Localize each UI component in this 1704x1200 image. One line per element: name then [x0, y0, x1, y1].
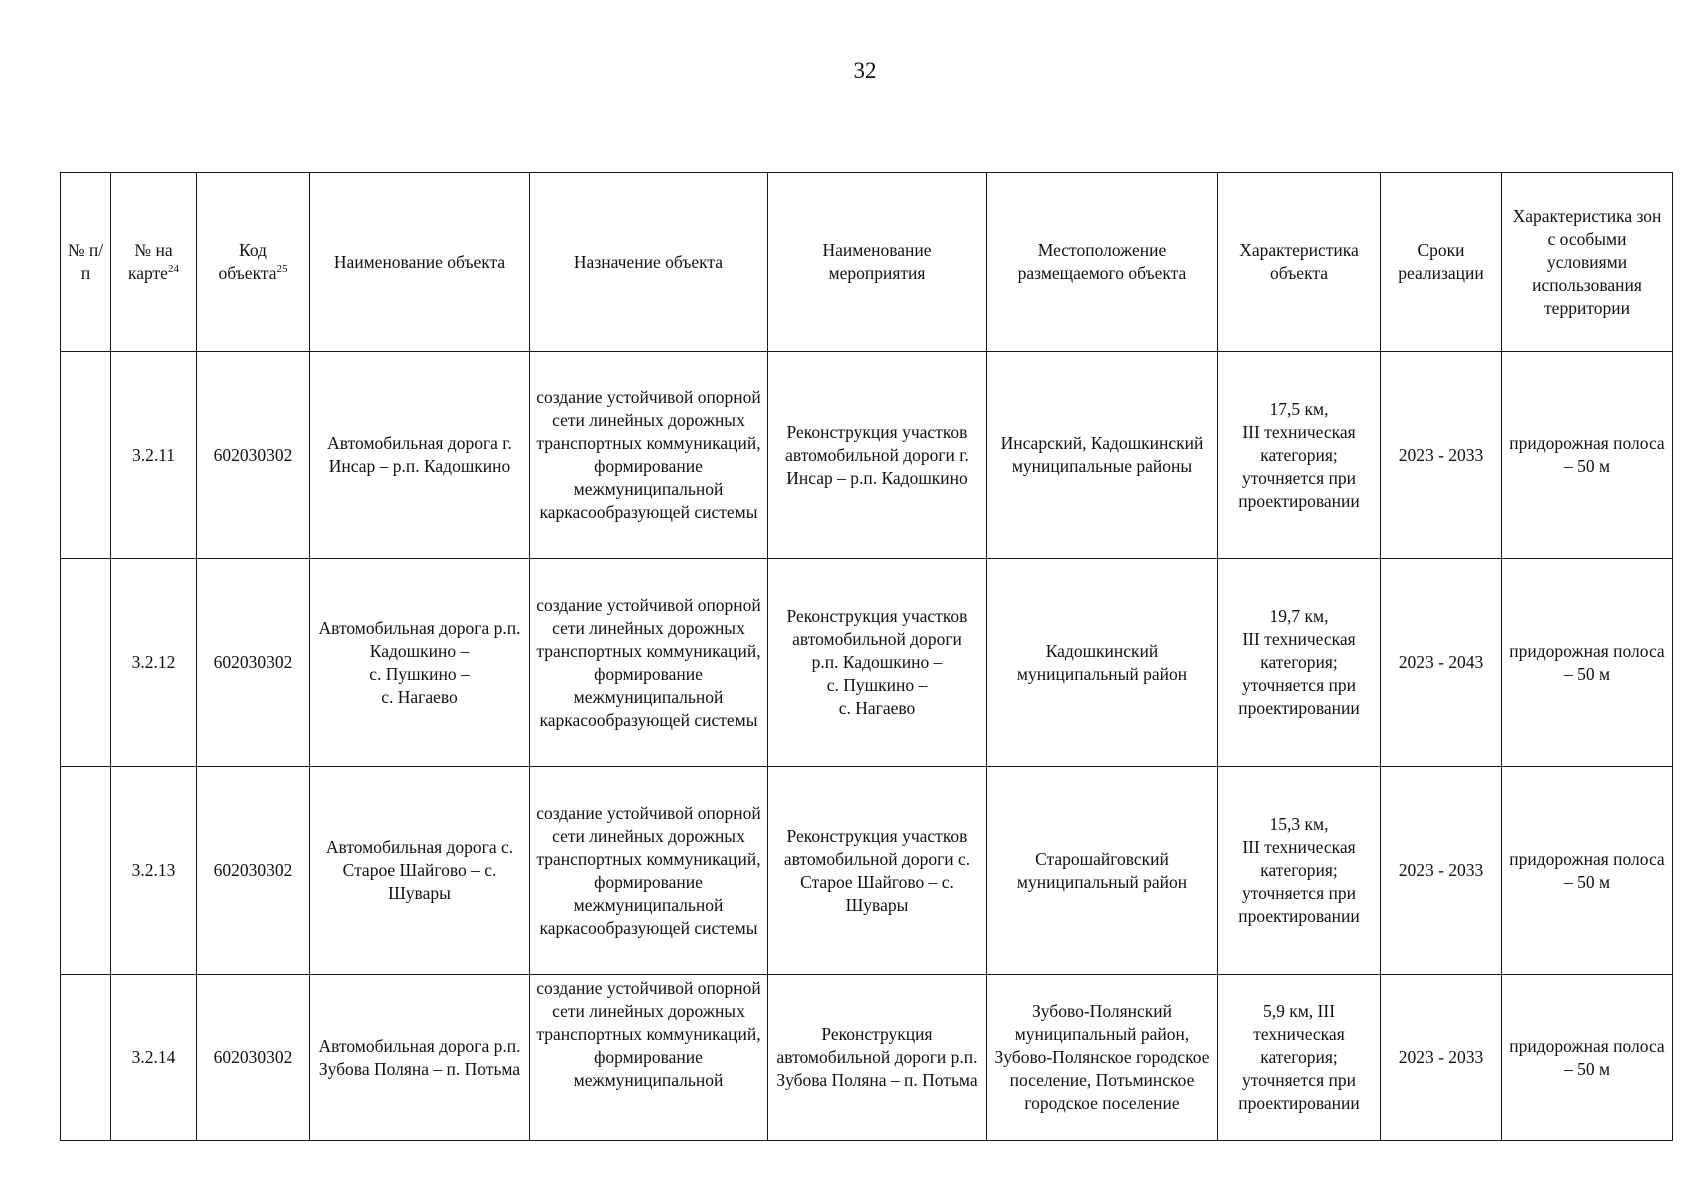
cell-activity: Реконструкция участков автомобильной дороги с. Старое Шайгово – с. Шувары: [768, 767, 987, 975]
cell-activity: Реконструкция участков автомобильной дороги г. Инсар – р.п. Кадошкино: [768, 352, 987, 559]
cell-terms: 2023 - 2043: [1381, 559, 1502, 767]
cell-zones: придорожная полоса – 50 м: [1502, 352, 1673, 559]
cell-location: Кадошкинский муниципальный район: [987, 559, 1218, 767]
table-row: [61, 767, 1673, 975]
cell-activity: Реконструкция автомобильной дороги р.п. Зубова Поляна – п. Потьма: [768, 975, 987, 1141]
table-row: [61, 975, 1673, 1141]
cell-num: [61, 352, 111, 559]
cell-location: Инсарский, Кадошкинский муниципальные районы: [987, 352, 1218, 559]
header-characteristic: Характеристика объекта: [1218, 173, 1381, 352]
cell-map-num: 3.2.14: [111, 975, 197, 1141]
cell-characteristic: 19,7 км, III техническая категория; уточняется при проектировании: [1218, 559, 1381, 767]
cell-terms: 2023 - 2033: [1381, 352, 1502, 559]
cell-map-num: 3.2.12: [111, 559, 197, 767]
header-num: № п/п: [61, 173, 111, 352]
cell-terms: 2023 - 2033: [1381, 767, 1502, 975]
cell-num: [61, 975, 111, 1141]
cell-characteristic: 15,3 км, III техническая категория; уточняется при проектировании: [1218, 767, 1381, 975]
cell-code: 602030302: [197, 352, 310, 559]
header-activity: Наименование мероприятия: [768, 173, 987, 352]
cell-zones: придорожная полоса – 50 м: [1502, 559, 1673, 767]
header-terms: Сроки реализации: [1381, 173, 1502, 352]
header-zones: Характеристика зон с особыми условиями использования территории: [1502, 173, 1673, 352]
cell-name: Автомобильная дорога р.п. Зубова Поляна – п. Потьма: [310, 975, 530, 1141]
cell-location: Старошайговский муниципальный район: [987, 767, 1218, 975]
header-map-num: № на карте$^{24}$: [111, 173, 197, 352]
table-header-row: [61, 173, 1673, 352]
cell-characteristic: 5,9 км, III техническая категория; уточняется при проектировании: [1218, 975, 1381, 1141]
header-code: Код объекта$^{25}$: [197, 173, 310, 352]
header-location: Местоположение размещаемого объекта: [987, 173, 1218, 352]
cell-purpose: создание устойчивой опорной сети линейных дорожных транспортных коммуникаций, формирование межмуниципальной каркасообразующей системы: [530, 767, 768, 975]
cell-zones: придорожная полоса – 50 м: [1502, 975, 1673, 1141]
table-row: [61, 352, 1673, 559]
cell-location: Зубово-Полянский муниципальный район, Зубово-Полянское городское поселение, Потьминское городское поселение: [987, 975, 1218, 1141]
cell-num: [61, 559, 111, 767]
table-row: [61, 559, 1673, 767]
cell-terms: 2023 - 2033: [1381, 975, 1502, 1141]
cell-name: Автомобильная дорога с. Старое Шайгово – с. Шувары: [310, 767, 530, 975]
cell-code: 602030302: [197, 559, 310, 767]
cell-name: Автомобильная дорога р.п. Кадошкино – с. Пушкино – с. Нагаево: [310, 559, 530, 767]
cell-purpose-text: создание устойчивой опорной сети линейных дорожных транспортных коммуникаций, формирование межмуниципальной: [536, 978, 761, 1090]
cell-num: [61, 767, 111, 975]
cell-map-num: 3.2.13: [111, 767, 197, 975]
page-number: 32: [853, 58, 877, 83]
cell-characteristic: 17,5 км, III техническая категория; уточняется при проектировании: [1218, 352, 1381, 559]
cell-map-num: 3.2.11: [111, 352, 197, 559]
cell-zones: придорожная полоса – 50 м: [1502, 767, 1673, 975]
cell-name: Автомобильная дорога г. Инсар – р.п. Кадошкино: [310, 352, 530, 559]
cell-activity: Реконструкция участков автомобильной дороги р.п. Кадошкино – с. Пушкино – с. Нагаево: [768, 559, 987, 767]
header-purpose: Назначение объекта: [530, 173, 768, 352]
cell-code: 602030302: [197, 975, 310, 1141]
cell-purpose: создание устойчивой опорной сети линейных дорожных транспортных коммуникаций, формирование межмуниципальной каркасообразующей системы: [530, 559, 768, 767]
cell-purpose: [530, 975, 768, 1141]
objects-table: [60, 172, 1673, 1141]
cell-purpose: создание устойчивой опорной сети линейных дорожных транспортных коммуникаций, формирование межмуниципальной каркасообразующей системы: [530, 352, 768, 559]
header-name: Наименование объекта: [310, 173, 530, 352]
cell-code: 602030302: [197, 767, 310, 975]
